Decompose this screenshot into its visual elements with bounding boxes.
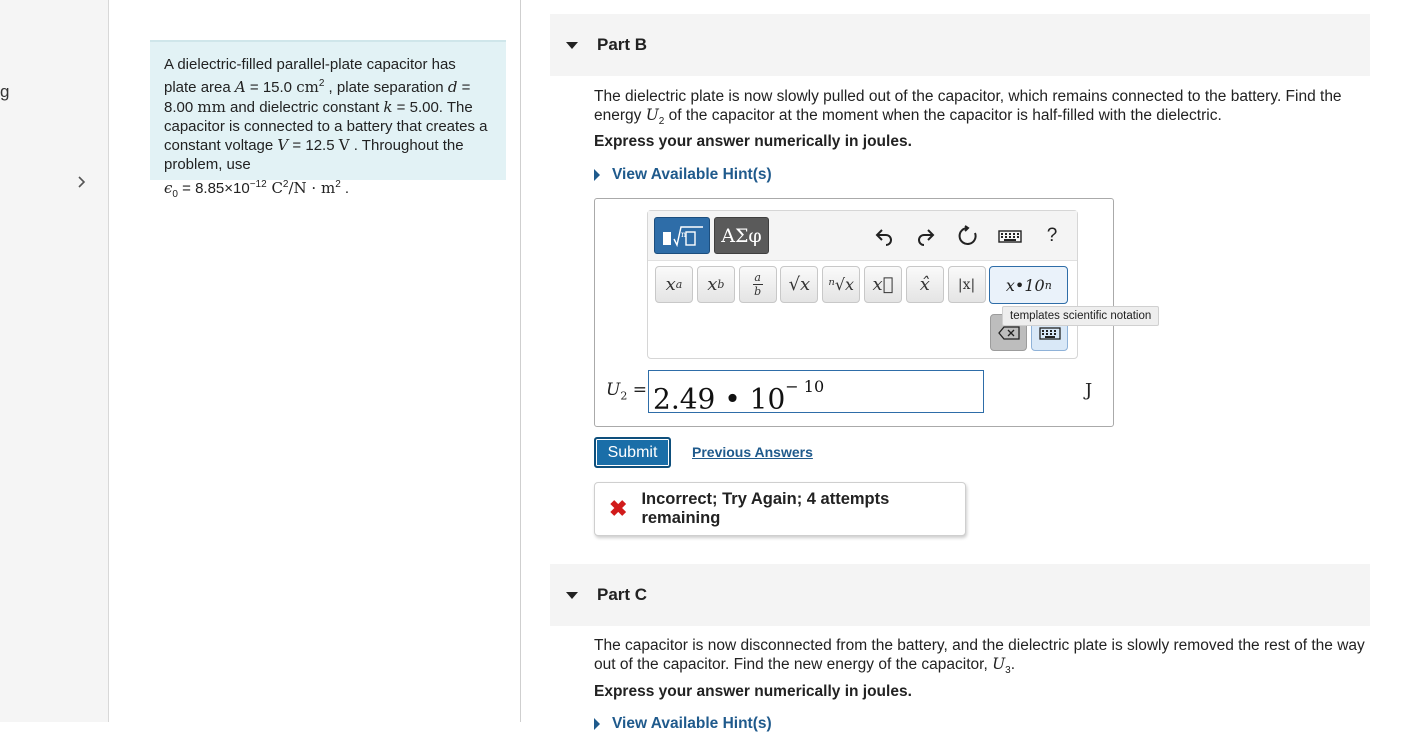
part-c-question xyxy=(594,636,1374,680)
answer-subscript: 2 xyxy=(620,389,628,403)
energy-subscript: 2 xyxy=(658,116,665,128)
energy-subscript: 3 xyxy=(1005,665,1011,677)
parts-column xyxy=(521,0,1403,732)
part-c-instruction: Express your answer numerically in joules. xyxy=(594,683,912,700)
voltage-unit: V xyxy=(338,136,350,155)
nth-root-template-button[interactable]: ⁿ√x xyxy=(822,266,860,303)
fraction-den: b xyxy=(754,285,762,298)
caret-down-icon xyxy=(566,42,578,49)
epsilon-unit: /N · m xyxy=(288,178,336,197)
caret-right-icon xyxy=(594,169,600,181)
sci-exp: n xyxy=(1044,278,1052,292)
dielectric-constant-value: = 5.00. The capacitor is connected to a battery that creates a constant voltage xyxy=(164,98,488,155)
answer-unit: J xyxy=(1085,380,1093,401)
answer-label xyxy=(606,380,647,402)
answer-box xyxy=(594,198,1152,427)
unit-vector-template-button[interactable]: x̂ xyxy=(906,266,944,303)
answer-exponent: − 10 xyxy=(785,377,825,396)
question-text: . xyxy=(1010,656,1016,673)
answer-input[interactable] xyxy=(648,370,984,416)
answer-mantissa: 2.49 • 10 xyxy=(653,382,786,416)
area-symbol: A xyxy=(234,78,246,97)
help-icon[interactable]: ? xyxy=(1046,225,1058,246)
tmpl-sub: b xyxy=(717,278,725,291)
problem-column xyxy=(109,0,521,722)
fraction-icon xyxy=(753,272,763,297)
tmpl-label: x xyxy=(665,274,676,295)
question-text: The capacitor is now disconnected from the battery, and the dielectric plate is slowly removed the rest of the way out of the capacitor. Find the new energy of the capacitor, xyxy=(594,637,1365,673)
sci-label: x•10 xyxy=(1005,275,1045,295)
tooltip: templates scientific notation xyxy=(1002,306,1159,326)
area-value: = 15.0 xyxy=(245,79,297,97)
part-b-question xyxy=(594,87,1374,131)
dielectric-constant-symbol: k xyxy=(383,97,393,116)
reset-icon[interactable] xyxy=(954,222,982,250)
svg-text:n: n xyxy=(681,229,687,239)
voltage-value: = 12.5 xyxy=(288,137,339,155)
part-c-title: Part C xyxy=(597,585,648,604)
submit-button[interactable]: Submit xyxy=(594,437,671,468)
part-b-header[interactable] xyxy=(550,14,1370,76)
problem-text: . Throughout the problem, use xyxy=(164,137,464,174)
symbols-button[interactable]: ΑΣφ xyxy=(714,217,769,254)
absolute-value-template-button[interactable]: |x| xyxy=(948,266,986,303)
epsilon-unit-exponent: 2 xyxy=(335,178,341,190)
previous-answers-link[interactable]: Previous Answers xyxy=(692,444,813,460)
voltage-symbol: V xyxy=(277,136,289,155)
problem-text: . xyxy=(340,179,350,197)
keyboard-icon[interactable] xyxy=(996,222,1024,250)
incorrect-x-icon: ✖ xyxy=(609,496,628,521)
area-unit: cm xyxy=(296,78,319,97)
question-text: The dielectric plate is now slowly pulled out of the capacitor, which remains connected to the battery. Find the energy xyxy=(594,88,1342,124)
rail-letter: g xyxy=(0,82,10,101)
energy-symbol: U xyxy=(992,655,1006,673)
sqrt-template-button[interactable]: √x xyxy=(780,266,818,303)
epsilon-unit-exponent: 2 xyxy=(282,178,289,190)
hint-link-label: View Available Hint(s) xyxy=(612,166,772,183)
separation-unit: mm xyxy=(197,97,226,116)
undo-icon[interactable] xyxy=(870,222,898,250)
fraction-template-button[interactable] xyxy=(739,266,777,303)
separation-symbol: d xyxy=(447,78,458,97)
epsilon-unit: C xyxy=(266,178,283,197)
epsilon-value: = 8.85×10 xyxy=(177,179,250,197)
superscript-template-button[interactable] xyxy=(655,266,693,303)
question-text: of the capacitor at the moment when the capacitor is half-filled with the dielectric. xyxy=(664,107,1222,124)
backspace-icon xyxy=(998,326,1020,340)
part-b-title: Part B xyxy=(597,35,648,54)
hint-link-label: View Available Hint(s) xyxy=(612,715,772,732)
answer-equals: = xyxy=(627,380,647,400)
chevron-right-icon[interactable] xyxy=(74,172,90,192)
scientific-notation-button[interactable] xyxy=(989,266,1068,304)
part-b-instruction: Express your answer numerically in joules. xyxy=(594,133,912,150)
problem-text: , plate separation xyxy=(324,79,448,97)
templates-button[interactable] xyxy=(654,217,710,254)
caret-down-icon xyxy=(566,592,578,599)
left-rail xyxy=(0,0,109,722)
keyboard-icon xyxy=(1039,325,1061,341)
part-b-hint-link[interactable] xyxy=(594,166,772,184)
part-c-hint-link[interactable] xyxy=(594,715,772,733)
redo-icon[interactable] xyxy=(912,222,940,250)
templates-icon xyxy=(660,224,704,248)
epsilon-exponent: −12 xyxy=(249,178,267,190)
problem-text: A dielectric-filled parallel-plate capacitor has plate area xyxy=(164,56,456,97)
tmpl-label: x xyxy=(707,274,718,295)
energy-symbol: U xyxy=(645,106,659,124)
separation-value: = 8.00 xyxy=(164,79,471,116)
area-unit-exponent: 2 xyxy=(318,78,325,90)
fraction-num: a xyxy=(754,271,761,284)
subscript-template-button[interactable] xyxy=(697,266,735,303)
epsilon-subscript: 0 xyxy=(172,188,178,200)
feedback-text: Incorrect; Try Again; 4 attempts remaining xyxy=(641,490,890,527)
feedback-box xyxy=(594,482,966,536)
part-c-header[interactable] xyxy=(550,564,1370,626)
answer-symbol: U xyxy=(606,380,621,400)
epsilon-symbol: ϵ xyxy=(164,178,173,197)
templates-row xyxy=(655,266,1068,304)
vector-template-button[interactable]: x⃗ xyxy=(864,266,902,303)
caret-right-icon xyxy=(594,718,600,730)
problem-text: and dielectric constant xyxy=(225,98,384,116)
tmpl-sup: a xyxy=(675,278,683,291)
